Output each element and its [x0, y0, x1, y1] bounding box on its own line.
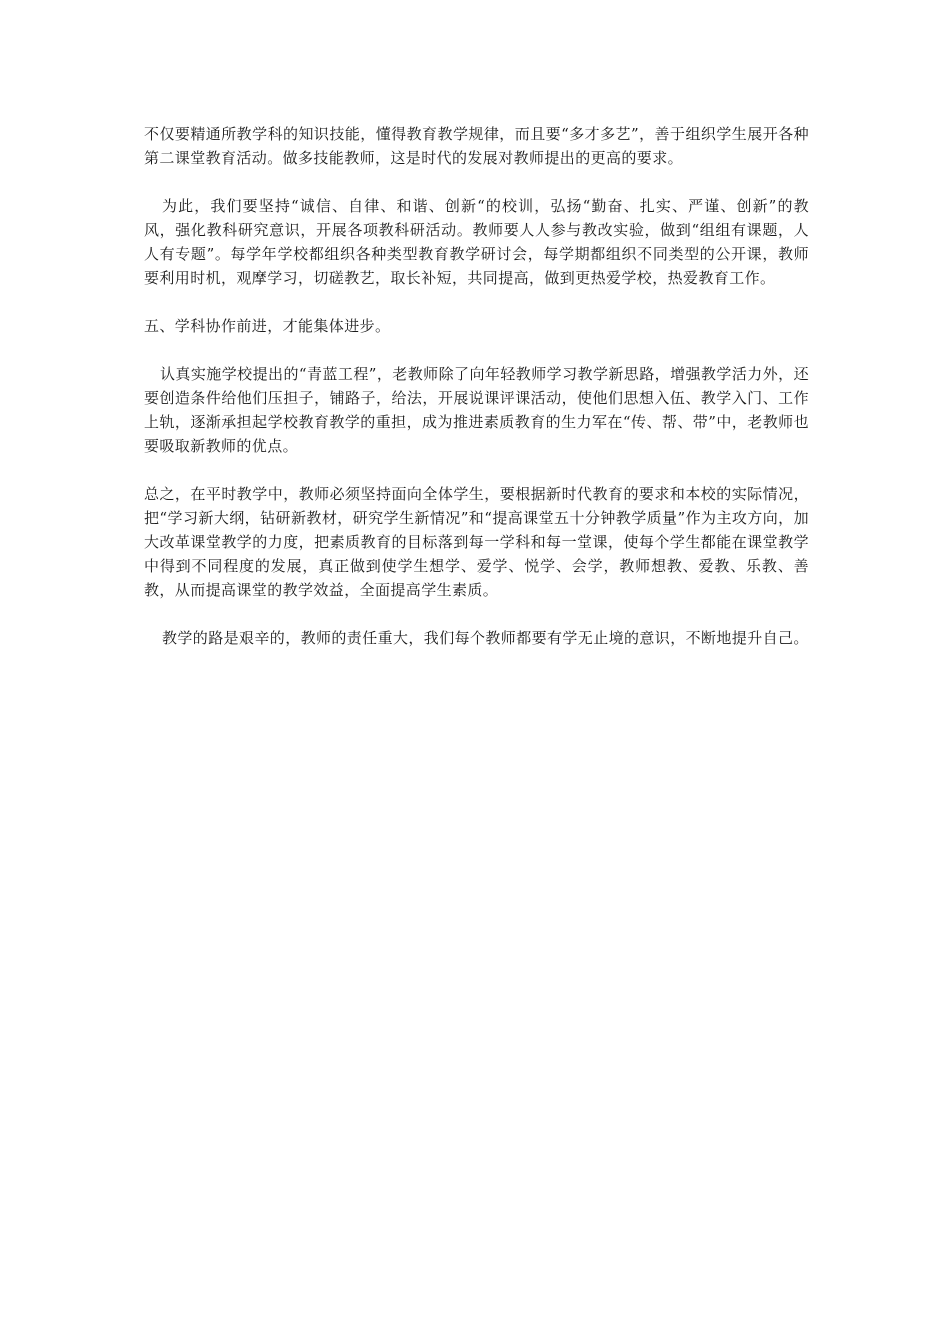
paragraph-summary: 总之，在平时教学中，教师必须坚持面向全体学生，要根据新时代教育的要求和本校的实际情况，把“学习新大纲，钻研新教材，研究学生新情况”和“提高课堂五十分钟教学质量”作为主攻方向，加大改革课堂教学的力度，把素质教育的目标落到每一学科和每一堂课，使每个学生都能在课堂教学中得到不同程度的发展，真正做到使学生想学、爱学、悦学、会学，教师想教、爱教、乐教、善教，从而提高课堂的教学效益，全面提高学生素质。 — [144, 485, 809, 599]
document-page — [144, 122, 809, 674]
paragraph-qinglan-project: 认真实施学校提出的“青蓝工程”，老教师除了向年轻教师学习教学新思路，增强教学活力外，还要创造条件给他们压担子，铺路子，给法，开展说课评课活动，使他们思想入伍、教学入门、工作上轨，逐渐承担起学校教育教学的重担，成为推进素质教育的生力军在“传、帮、带”中，老教师也要吸取新教师的优点。 — [144, 365, 809, 455]
section-heading-five: 五、学科协作前进，才能集体进步。 — [144, 317, 391, 335]
paragraph-closing: 教学的路是艰辛的，教师的责任重大，我们每个教师都要有学无止境的意识，不断地提升自己。 — [162, 629, 809, 647]
paragraph-multi-skill-teacher: 不仅要精通所教学科的知识技能，懂得教育教学规律，而且要“多才多艺”，善于组织学生展开各种第二课堂教育活动。做多技能教师，这是时代的发展对教师提出的更高的要求。 — [144, 125, 809, 167]
paragraph-school-motto: 为此，我们要坚持“诚信、自律、和谐、创新“的校训，弘扬“勤奋、扎实、严谨、创新”的教风，强化教科研究意识，开展各项教科研活动。教师要人人参与教改实验，做到“组组有课题，人人有专题”。每学年学校都组织各种类型教育教学研讨会，每学期都组织不同类型的公开课，教师要利用时机，观摩学习，切磋教艺，取长补短，共同提高，做到更热爱学校，热爱教育工作。 — [144, 197, 809, 287]
